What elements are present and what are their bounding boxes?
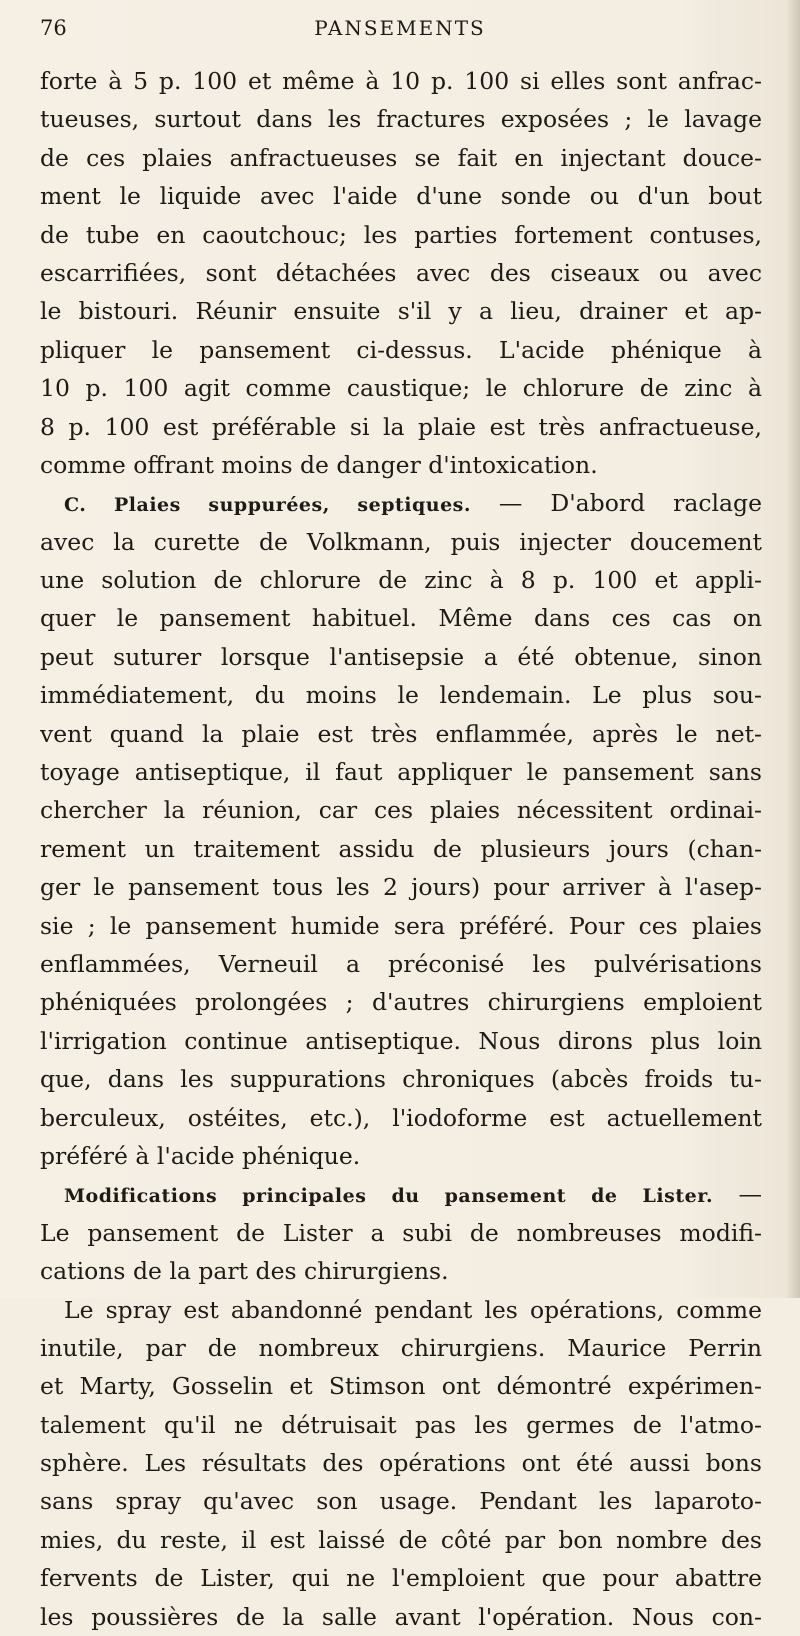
- text-line-34: inutile, par de nombreux chirurgiens. Maurice Perrin: [40, 1333, 762, 1362]
- text-line-20: chercher la réunion, car ces plaies nécessitent ordinai-: [40, 796, 762, 825]
- text-line-21: rement un traitement assidu de plusieurs jours (chan-: [40, 834, 762, 863]
- page-number: 76: [40, 16, 67, 40]
- text-line-1: forte à 5 p. 100 et même à 10 p. 100 si elles sont anfrac-: [40, 67, 762, 95]
- text-line-35: et Marty, Gosselin et Stimson ont démontré expérimen-: [40, 1372, 762, 1401]
- text-line-25: phéniquées prolongées ; d'autres chirurgiens emploient: [40, 988, 762, 1017]
- page-edge-shadow: [786, 0, 800, 1298]
- text-line-23: sie ; le pansement humide sera préféré. Pour ces plaies: [40, 911, 762, 940]
- text-line-7: le bistouri. Réunir ensuite s'il y a lieu, drainer et ap-: [40, 297, 762, 326]
- text-line-24: enflammées, Verneuil a préconisé les pulvérisations: [40, 949, 762, 978]
- text-line-5: de tube en caoutchouc; les parties fortement contuses,: [40, 220, 762, 249]
- text-line-3: de ces plaies anfractueuses se fait en injectant douce-: [40, 143, 762, 172]
- body-text: [40, 62, 762, 1636]
- text-line-26: l'irrigation continue antiseptique. Nous dirons plus loin: [40, 1026, 762, 1055]
- text-line-40: fervents de Lister, qui ne l'emploient que pour abattre: [40, 1564, 762, 1593]
- section-heading-mod-rest: —: [713, 1180, 762, 1209]
- text-line-4: ment le liquide avec l'aide d'une sonde ou d'un bout: [40, 182, 762, 211]
- text-line-38: sans spray qu'avec son usage. Pendant les laparoto-: [40, 1487, 762, 1516]
- text-line-33: Le spray est abandonné pendant les opérations, comme: [64, 1295, 762, 1324]
- text-line-13: avec la curette de Volkmann, puis injecter doucement: [40, 527, 762, 556]
- text-line-28: berculeux, ostéites, etc.), l'iodoforme est actuellement: [40, 1103, 762, 1132]
- text-line-11: comme offrant moins de danger d'intoxication.: [40, 450, 598, 479]
- text-line-2: tueuses, surtout dans les fractures exposées ; le lavage: [40, 105, 762, 134]
- text-line-8: pliquer le pansement ci-dessus. L'acide phénique à: [40, 335, 762, 364]
- text-line-14: une solution de chlorure de zinc à 8 p. 100 et appli-: [40, 566, 762, 595]
- text-line-22: ger le pansement tous les 2 jours) pour arriver à l'asep-: [40, 873, 762, 902]
- text-line-19: toyage antiseptique, il faut appliquer le pansement sans: [40, 758, 762, 787]
- text-line-27: que, dans les suppurations chroniques (abcès froids tu-: [40, 1065, 762, 1094]
- text-line-41: les poussières de la salle avant l'opération. Nous con-: [40, 1602, 762, 1631]
- text-line-16: peut suturer lorsque l'antisepsie a été obtenue, sinon: [40, 642, 762, 671]
- section-heading-c-line: [40, 484, 762, 522]
- text-line-9: 10 p. 100 agit comme caustique; le chlorure de zinc à: [40, 374, 762, 403]
- running-title: PANSEMENTS: [314, 16, 486, 40]
- text-line-36: talement qu'il ne détruisait pas les germes de l'atmo-: [40, 1410, 762, 1439]
- text-line-37: sphère. Les résultats des opérations ont été aussi bons: [40, 1449, 762, 1478]
- text-line-32: cations de la part des chirurgiens.: [40, 1257, 449, 1286]
- text-line-10: 8 p. 100 est préférable si la plaie est très anfractueuse,: [40, 412, 762, 441]
- section-heading-modifications: Modifications principales du pansement de Lister.: [64, 1185, 714, 1208]
- section-heading-c-rest: — D'abord raclage: [470, 489, 762, 518]
- section-heading-mod-line: [40, 1175, 762, 1213]
- text-line-18: vent quand la plaie est très enflammée, après le net-: [40, 719, 762, 748]
- text-line-17: immédiatement, du moins le lendemain. Le plus sou-: [40, 681, 762, 710]
- text-line-29: préféré à l'acide phénique.: [40, 1141, 361, 1170]
- page-header: [40, 16, 760, 46]
- text-line-6: escarrifiées, sont détachées avec des ciseaux ou avec: [40, 258, 762, 287]
- section-heading-c: C. Plaies suppurées, septiques.: [64, 494, 471, 517]
- text-line-15: quer le pansement habituel. Même dans ces cas on: [40, 604, 762, 633]
- text-line-39: mies, du reste, il est laissé de côté par bon nombre des: [40, 1525, 762, 1554]
- text-line-31: Le pansement de Lister a subi de nombreuses modifi-: [40, 1218, 762, 1247]
